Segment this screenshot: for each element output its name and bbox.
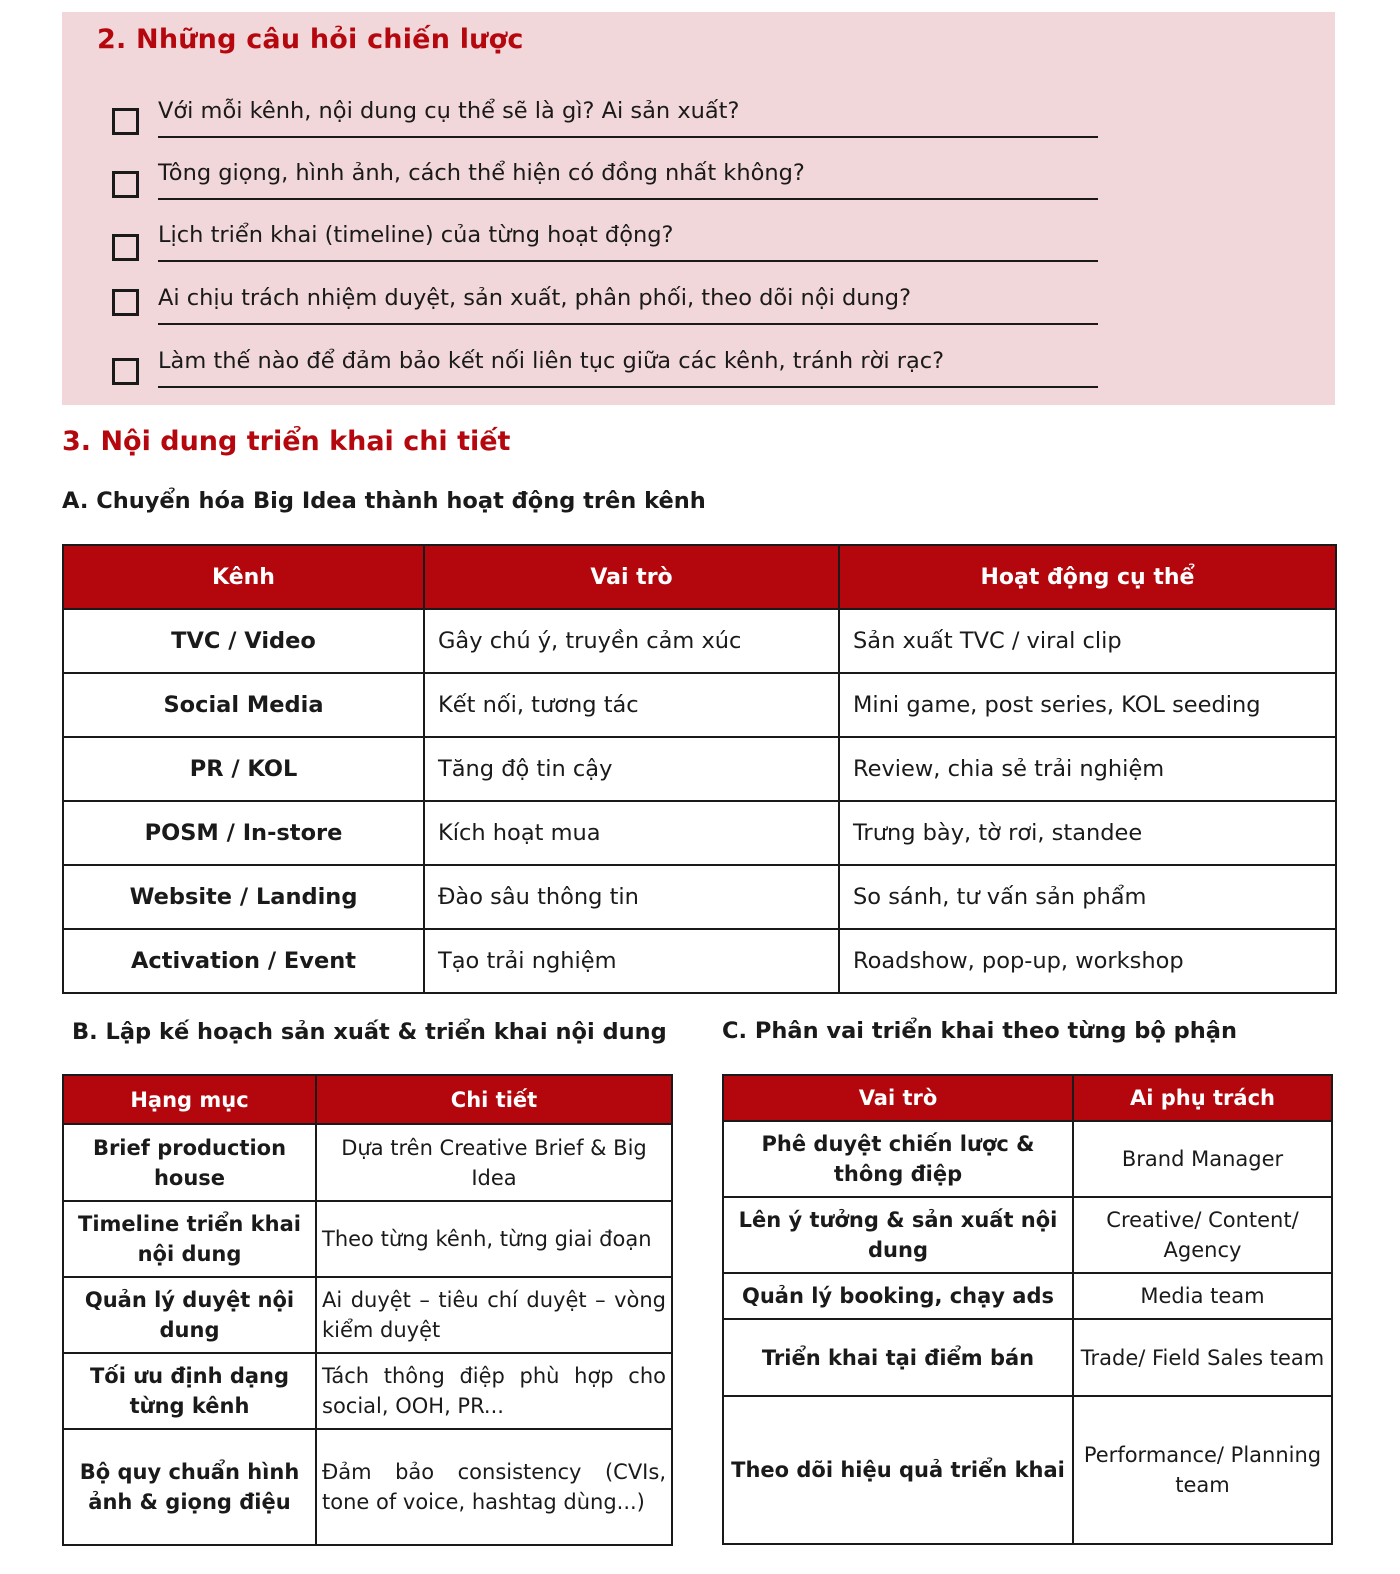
column-header-role: Vai trò [424,545,839,609]
channel-cell: Website / Landing [63,865,424,929]
table-row [63,1353,672,1429]
activity-cell: Sản xuất TVC / viral clip [839,609,1336,673]
owner-cell: Media team [1073,1273,1332,1319]
section-3-title: 3. Nội dung triển khai chi tiết [62,426,511,457]
column-header-owner: Ai phụ trách [1073,1075,1332,1121]
table-header-row [63,1075,672,1124]
role-cell: Triển khai tại điểm bán [723,1319,1073,1396]
owner-cell: Brand Manager [1073,1121,1332,1197]
role-cell: Phê duyệt chiến lược & thông điệp [723,1121,1073,1197]
checkbox[interactable] [112,171,139,198]
role-cell: Tăng độ tin cậy [424,737,839,801]
table-row [63,737,1336,801]
channel-cell: POSM / In-store [63,801,424,865]
channel-cell: TVC / Video [63,609,424,673]
question-item [112,343,1102,383]
column-header-item: Hạng mục [63,1075,316,1124]
detail-cell: Ai duyệt – tiêu chí duyệt – vòng kiểm duyệt [316,1277,672,1353]
production-plan-table [62,1074,673,1546]
column-header-detail: Chi tiết [316,1075,672,1124]
question-text: Với mỗi kênh, nội dung cụ thể sẽ là gì? Ai sản xuất? [158,98,740,124]
table-row [63,865,1336,929]
role-cell: Kích hoạt mua [424,801,839,865]
checkbox[interactable] [112,108,139,135]
question-item [112,92,1102,132]
role-cell: Theo dõi hiệu quả triển khai [723,1396,1073,1544]
underline [158,323,1098,325]
table-row [63,1277,672,1353]
activity-cell: So sánh, tư vấn sản phẩm [839,865,1336,929]
detail-cell: Theo từng kênh, từng giai đoạn [316,1201,672,1277]
role-cell: Quản lý booking, chạy ads [723,1273,1073,1319]
question-text: Tông giọng, hình ảnh, cách thể hiện có đồng nhất không? [158,160,805,186]
table-row [63,1124,672,1201]
table-header-row [63,545,1336,609]
channel-activation-table [62,544,1337,994]
role-cell: Tạo trải nghiệm [424,929,839,993]
table-row [63,609,1336,673]
part-b-title: B. Lập kế hoạch sản xuất & triển khai nội dung [72,1019,667,1045]
table-row [63,929,1336,993]
table-row [63,1429,672,1545]
column-header-activity: Hoạt động cụ thể [839,545,1336,609]
owner-cell: Trade/ Field Sales team [1073,1319,1332,1396]
underline [158,260,1098,262]
detail-cell: Đảm bảo consistency (CVIs, tone of voice, hashtag dùng...) [316,1429,672,1545]
channel-cell: Social Media [63,673,424,737]
part-c-title: C. Phân vai triển khai theo từng bộ phận [722,1018,1237,1044]
question-item [112,217,1102,257]
owner-cell: Performance/ Planning team [1073,1396,1332,1544]
table-row [723,1396,1332,1544]
underline [158,198,1098,200]
activity-cell: Roadshow, pop-up, workshop [839,929,1336,993]
detail-cell: Dựa trên Creative Brief & Big Idea [316,1124,672,1201]
column-header-channel: Kênh [63,545,424,609]
item-cell: Quản lý duyệt nội dung [63,1277,316,1353]
table-header-row [723,1075,1332,1121]
item-cell: Tối ưu định dạng từng kênh [63,1353,316,1429]
strategic-questions-panel [62,12,1335,405]
item-cell: Timeline triển khai nội dung [63,1201,316,1277]
role-cell: Lên ý tưởng & sản xuất nội dung [723,1197,1073,1273]
role-cell: Kết nối, tương tác [424,673,839,737]
part-a-title: A. Chuyển hóa Big Idea thành hoạt động trên kênh [62,488,706,514]
table-row [723,1197,1332,1273]
question-text: Làm thế nào để đảm bảo kết nối liên tục giữa các kênh, tránh rời rạc? [158,348,945,374]
role-cell: Gây chú ý, truyền cảm xúc [424,609,839,673]
item-cell: Bộ quy chuẩn hình ảnh & giọng điệu [63,1429,316,1545]
table-row [63,801,1336,865]
question-item [112,155,1102,195]
table-row [723,1319,1332,1396]
owner-cell: Creative/ Content/ Agency [1073,1197,1332,1273]
checkbox[interactable] [112,234,139,261]
underline [158,136,1098,138]
checkbox[interactable] [112,289,139,316]
table-row [723,1121,1332,1197]
activity-cell: Trưng bày, tờ rơi, standee [839,801,1336,865]
item-cell: Brief production house [63,1124,316,1201]
question-text: Lịch triển khai (timeline) của từng hoạt động? [158,222,674,248]
table-row [63,1201,672,1277]
activity-cell: Mini game, post series, KOL seeding [839,673,1336,737]
activity-cell: Review, chia sẻ trải nghiệm [839,737,1336,801]
role-assignment-table [722,1074,1333,1545]
checkbox[interactable] [112,358,139,385]
question-text: Ai chịu trách nhiệm duyệt, sản xuất, phân phối, theo dõi nội dung? [158,285,912,311]
underline [158,386,1098,388]
question-item [112,280,1102,320]
section-2-title: 2. Những câu hỏi chiến lược [97,24,524,55]
column-header-role: Vai trò [723,1075,1073,1121]
detail-cell: Tách thông điệp phù hợp cho social, OOH, PR... [316,1353,672,1429]
table-row [63,673,1336,737]
channel-cell: Activation / Event [63,929,424,993]
table-row [723,1273,1332,1319]
channel-cell: PR / KOL [63,737,424,801]
role-cell: Đào sâu thông tin [424,865,839,929]
